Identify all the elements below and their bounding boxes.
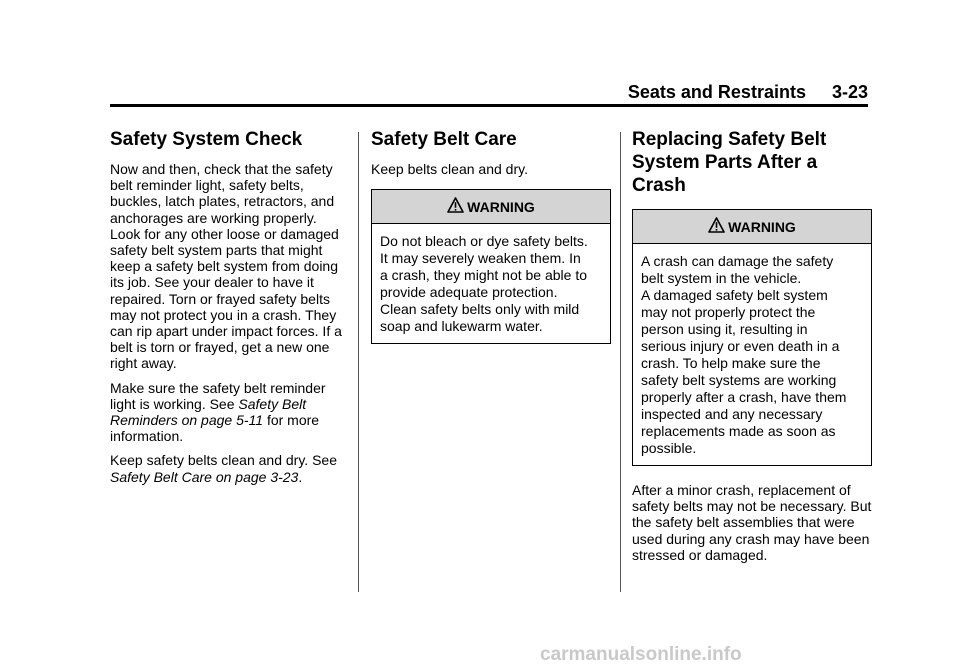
warning-triangle-icon [447, 197, 464, 213]
warning-line: a crash, they might not be able to [380, 267, 588, 284]
column-replacing-parts [632, 128, 872, 571]
column-divider-1 [358, 132, 359, 592]
column-safety-belt-care [371, 128, 611, 344]
warning-line: replacements made as soon as [641, 423, 836, 439]
section-heading: Safety System Check [110, 129, 303, 150]
page-header [110, 80, 868, 104]
text-run: for more information. [110, 412, 320, 445]
warning-line: properly after a crash, have them [641, 389, 847, 405]
warning-header [372, 190, 610, 224]
warning-line: may not properly protect the [641, 304, 816, 320]
paragraph: After a minor crash, replacement of safety belts may not be necessary. But the safety belt assemblies that were used during any crash may have been stressed or damaged. [632, 482, 872, 563]
warning-line: inspected and any necessary [641, 406, 823, 422]
column-divider-2 [620, 132, 621, 592]
warning-line: A damaged safety belt system [641, 287, 828, 303]
warning-triangle-icon [708, 217, 725, 233]
warning-line: belt system in the vehicle. [641, 270, 802, 286]
column-safety-system-check [110, 128, 350, 493]
section-heading: Safety Belt Care [371, 129, 517, 150]
header-rule [110, 104, 868, 107]
paragraph: Keep belts clean and dry. [371, 161, 528, 177]
warning-label: WARNING [467, 198, 535, 215]
warning-label: WARNING [728, 218, 796, 235]
paragraph [110, 380, 350, 445]
warning-line: possible. [641, 440, 697, 456]
warning-box [371, 189, 611, 344]
warning-line: person using it, resulting in [641, 321, 808, 337]
warning-line: Clean safety belts only with mild [380, 301, 580, 318]
warning-body [633, 244, 871, 465]
warning-line: provide adequate protection. [380, 284, 558, 301]
warning-line: Do not bleach or dye safety belts. [380, 233, 588, 250]
warning-body [372, 224, 610, 343]
section-title: Seats and Restraints [627, 82, 806, 102]
warning-box [632, 209, 872, 466]
warning-line: crash. To help make sure the [641, 355, 821, 371]
text-run: Make sure the safety belt reminder light is working. See [110, 379, 326, 412]
warning-line: safety belt systems are working [641, 372, 837, 388]
warning-line: A crash can damage the safety [641, 253, 834, 269]
text-run: Keep safety belts clean and dry. See [110, 452, 337, 469]
cross-reference-link[interactable]: Safety Belt Care on page 3-23 [110, 468, 299, 485]
text-run: . [298, 468, 303, 485]
warning-line: soap and lukewarm water. [380, 318, 543, 335]
cross-reference-link[interactable]: Safety Belt Reminders on page 5-11 [110, 395, 307, 429]
paragraph: Now and then, check that the safety belt reminder light, safety belts, buckles, latch plates, retractors, and anchorages are working properly. Look for any other loose or damaged safety belt system parts that might keep a safety belt system from doing its job. See your dealer to have it repaired. Torn or frayed safety belts may not protect you in a crash. They can rip apart under impact forces. If a belt is torn or frayed, get a new one right away. [110, 161, 342, 372]
paragraph [110, 452, 350, 484]
warning-line: serious injury or even death in a [641, 338, 840, 354]
watermark-text: carmanualsonline.info [540, 644, 742, 665]
page-number: 3-23 [831, 82, 868, 102]
warning-header [633, 210, 871, 244]
section-heading: Replacing Safety Belt System Parts After a Crash [632, 129, 827, 196]
warning-line: It may severely weaken them. In [380, 250, 581, 267]
